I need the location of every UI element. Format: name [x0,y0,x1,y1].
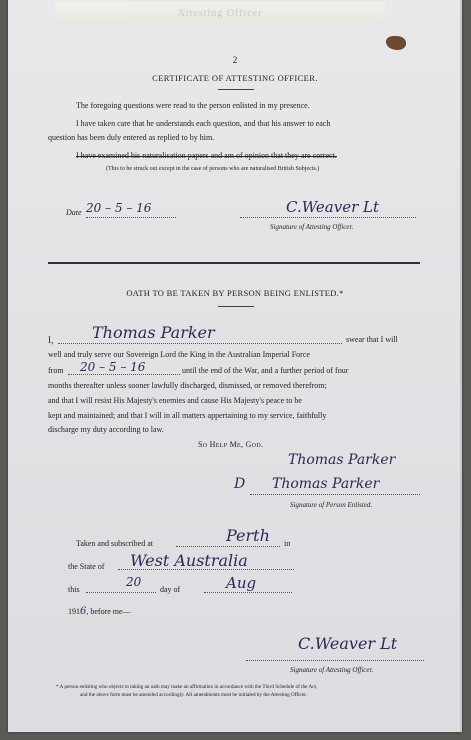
officer-signature-label: Signature of Attesting Officer. [270,223,354,231]
enlistee-signature-1: Thomas Parker [288,452,396,468]
officer-signature: C.Weaver Lt [286,198,380,216]
from-label: from [48,366,64,375]
from-date: 20 – 5 – 16 [80,360,146,374]
before-me: , before me— [86,607,131,616]
date-label: Date [66,208,82,217]
place-value: Perth [226,526,270,545]
oath-swear: swear that I will [346,335,398,344]
certificate-title: CERTIFICATE OF ATTESTING OFFICER. [152,73,318,83]
witness-initial: D [234,476,246,492]
day-value: 20 [126,575,142,589]
state-value: West Australia [130,551,248,570]
oath-line6: kept and maintained; and that I will in all matters appertaining to my service, faithfully [48,411,327,420]
oath-title-underline [218,306,254,307]
attesting-signature-label: Signature of Attesting Officer. [290,666,374,674]
torn-corner [386,36,406,50]
so-help-me-god: So Help Me, God. [198,440,264,449]
in-label: in [284,539,291,548]
year-prefix: 191 [68,607,80,616]
oath-line7: discharge my duty according to law. [48,425,164,434]
struck-line: I have examined his naturalisation papers and am of opinion that they are correct. [76,151,337,160]
oath-line5: and that I will resist His Majesty's enemies and cause His Majesty's peace to be [48,396,302,405]
oath-line4: months thereafter unless sooner lawfully discharged, dismissed, or removed therefrom; [48,381,327,390]
struck-note: (This to be struck out except in the case of persons who are naturalised British Subjects.) [106,166,320,172]
title-underline [218,89,254,90]
oath-i-label: I, [48,335,54,345]
enlistee-signature-line [250,494,420,495]
place-field-line [176,546,280,547]
taken-label: Taken and subscribed at [76,539,153,548]
certificate-para2-line1: I have taken care that he understands each question, and that his answer to each [76,119,331,128]
this-label: this [68,585,80,594]
day-of-label: day of [160,585,181,594]
year-value: 6 [80,606,87,617]
enlistee-signature-2: Thomas Parker [272,476,380,492]
certificate-para1: The foregoing questions were read to the person enlisted in my presence. [76,101,310,110]
footnote-line2: and the above form must be amended accordingly. All amendments must be initialed by the Attesting Officer. [80,692,307,698]
attesting-signature-line [246,660,424,661]
certificate-para2-line2: question has been duly entered as replied to by him. [48,133,215,142]
section-divider [48,262,420,264]
from-field-line [68,374,180,375]
state-field-line [118,569,294,570]
enlistee-name: Thomas Parker [92,323,215,342]
oath-title: OATH TO BE TAKEN BY PERSON BEING ENLISTED.* [126,288,344,298]
month-field-line [204,592,292,593]
page-number: 2 [232,55,238,65]
enlistee-signature-label: Signature of Person Enlisted. [290,501,373,509]
tape-text: Attesting Officer [177,8,263,19]
oath-line3: until the end of the War, and a further period of four [182,366,349,375]
officer-signature-line [240,217,416,218]
oath-line2: well and truly serve our Sovereign Lord the King in the Australian Imperial Force [48,350,310,359]
date-field-line [86,217,176,218]
month-value: Aug [226,574,257,592]
attesting-officer-signature: C.Weaver Lt [298,634,398,653]
tape-strip [55,2,385,26]
name-field-line [58,343,342,344]
footnote-line1: * A person enlisting who objects to taking an oath may make an affirmation in accordance with the Third Schedule of the Act, [56,684,318,690]
date-value: 20 – 5 – 16 [86,201,152,215]
state-label: the State of [68,562,105,571]
day-field-line [86,592,156,593]
